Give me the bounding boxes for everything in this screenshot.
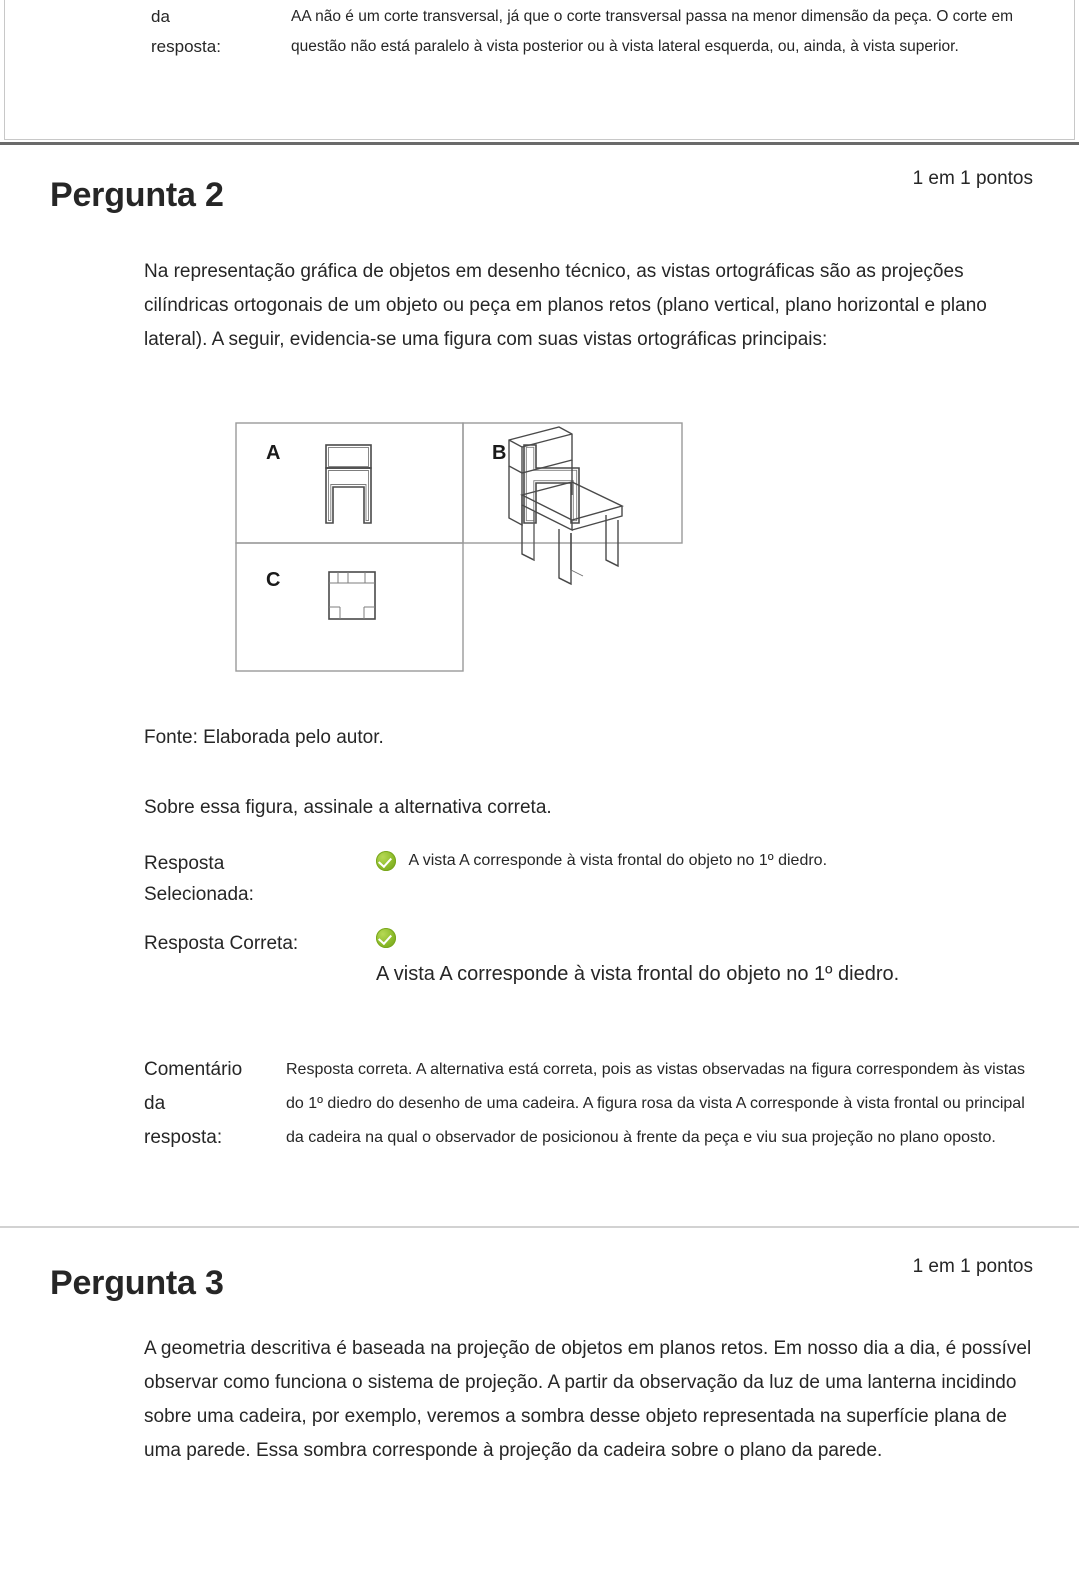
question2-stem: Na representação gráfica de objetos em desenho técnico, as vistas ortográficas são as projeções cilíndricas ortogonais de um objeto ou peça em planos retos (plano vertical, plano horizontal e plano lateral). A seguir, evidencia-se uma figura com suas vistas ortográficas principais:: [144, 261, 987, 350]
view-c-top: [329, 572, 375, 619]
question3-points: 1 em 1 pontos: [912, 1256, 1033, 1277]
section-divider-bottom: [0, 1226, 1079, 1228]
view-a-front: [326, 445, 371, 523]
correct-check-icon: [376, 851, 396, 871]
question2-instruction: Sobre essa figura, assinale a alternativa correta.: [144, 797, 552, 818]
panel-c-label: C: [266, 569, 281, 591]
selected-answer-row: [144, 848, 1044, 910]
figure-source: Fonte: Elaborada pelo autor.: [144, 727, 384, 748]
selected-answer-label: Resposta Selecionada:: [144, 853, 254, 905]
previous-question-answer-box: [4, 0, 1075, 140]
correct-answer-text: A vista A corresponde à vista frontal do objeto no 1º diedro.: [376, 963, 900, 985]
question2-feedback-text: Resposta correta. A alternativa está correta, pois as vistas observadas na figura correspondem às vistas do 1º diedro do desenho de uma cadeira. A figura rosa da vista A corresponde à vista frontal ou principal da cadeira na qual o observador de posicionou à frente da peça e viu sua projeção no plano oposto.: [286, 1061, 1026, 1146]
question3-header: [0, 1248, 1079, 1318]
panel-b-label: B: [492, 442, 507, 464]
view-b-side: [524, 445, 579, 523]
correct-answer-content: [376, 928, 1044, 991]
selected-answer-text: A vista A corresponde à vista frontal do objeto no 1º diedro.: [408, 852, 828, 869]
panel-a-label: A: [266, 442, 281, 464]
correct-answer-label: Resposta Correta:: [144, 933, 299, 954]
question2-header: [0, 160, 1079, 230]
question3-stem: A geometria descritiva é baseada na projeção de objetos em planos retos. Em nosso dia a dia, é possível observar como funciona o sistema de projeção. A partir da observação da luz de uma lanterna incidindo sobre uma cadeira, por exemplo, veremos a sombra desse objeto representada na superfície plana de uma parede. Essa sombra corresponde à projeção da cadeira sobre o plano da parede.: [144, 1338, 1032, 1461]
section-divider-top: [0, 142, 1079, 145]
question2-points: 1 em 1 pontos: [912, 168, 1033, 189]
feedback-row: [5, 0, 1074, 62]
feedback-text: AA não é um corte transversal, já que o corte transversal passa na menor dimensão da peça. O corte em questão não está paralelo à vista posterior ou à vista lateral esquerda, ou, ainda, à vista superior.: [291, 8, 1013, 55]
selected-answer-content: [376, 848, 1044, 910]
feedback-label: da resposta:: [151, 7, 221, 56]
question2-feedback-row: [144, 1053, 1044, 1155]
correct-answer-row: [144, 928, 1044, 991]
orthographic-views-svg: [234, 420, 684, 685]
orthographic-views-figure: [234, 420, 684, 685]
question3-title: Pergunta 3: [50, 1264, 224, 1302]
correct-check-icon-2: [376, 928, 396, 948]
question2-title: Pergunta 2: [50, 176, 224, 214]
question2-feedback-label: Comentário da resposta:: [144, 1059, 243, 1148]
